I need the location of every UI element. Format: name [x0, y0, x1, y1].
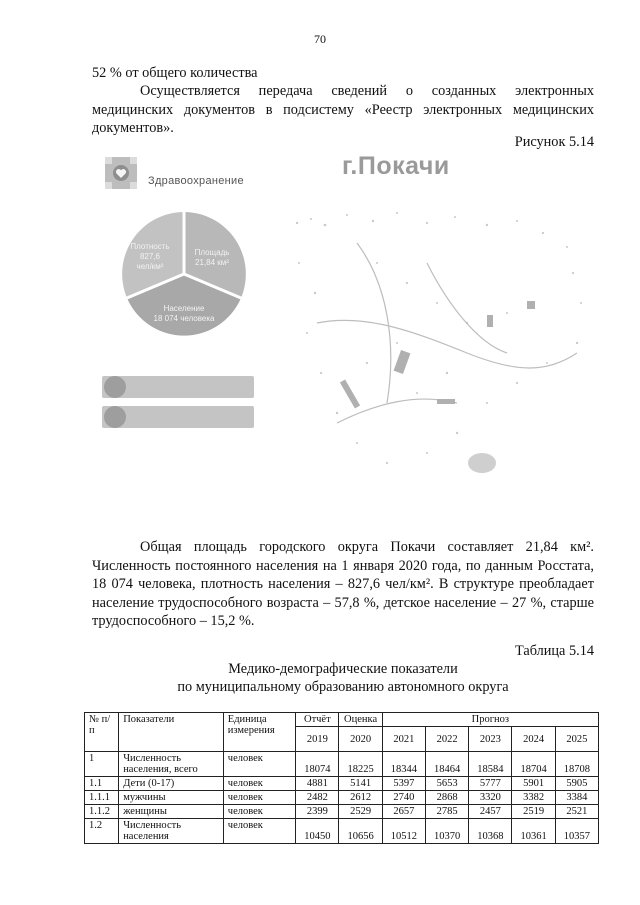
- page-number: 70: [314, 32, 326, 46]
- row-value: 2612: [339, 791, 382, 805]
- row-value: 18704: [512, 752, 555, 777]
- row-value: 5653: [425, 777, 468, 791]
- table-row: [85, 777, 599, 791]
- city-map: [277, 203, 597, 503]
- row-value: 4881: [296, 777, 339, 791]
- row-value: 2457: [469, 805, 512, 819]
- pie-density-unit: чел/км²: [136, 262, 164, 271]
- row-value: 3384: [555, 791, 598, 805]
- table-title-line2: по муниципальному образованию автономного округа: [177, 679, 509, 695]
- row-num: 1.2: [85, 819, 119, 844]
- row-value: 10656: [339, 819, 382, 844]
- row-value: 10450: [296, 819, 339, 844]
- row-unit: человек: [223, 805, 295, 819]
- row-name: женщины: [119, 805, 224, 819]
- row-unit: человек: [223, 752, 295, 777]
- row-value: 3382: [512, 791, 555, 805]
- row-value: 18344: [382, 752, 425, 777]
- header-num: № п/п: [85, 713, 119, 752]
- pie-area-label: Площадь: [194, 248, 230, 257]
- year-cell: 2020: [339, 727, 382, 752]
- row-value: 2868: [425, 791, 468, 805]
- table-label: Таблица 5.14: [514, 643, 594, 659]
- row-value: 2657: [382, 805, 425, 819]
- row-value: 5777: [469, 777, 512, 791]
- row-value: 18708: [555, 752, 598, 777]
- year-cell: 2021: [382, 727, 425, 752]
- pie-density-value: 827,6: [139, 252, 161, 261]
- header-report: Отчёт: [296, 713, 339, 727]
- row-unit: человек: [223, 819, 295, 844]
- pie-area-block: [184, 248, 240, 268]
- row-value: 10368: [469, 819, 512, 844]
- pie-density-label: Плотность: [130, 242, 170, 251]
- paragraph-edms: [92, 82, 594, 138]
- pie-population-block: [144, 304, 224, 324]
- row-value: 3320: [469, 791, 512, 805]
- row-value: 10357: [555, 819, 598, 844]
- intro-line: 52 % от общего количества: [92, 65, 258, 81]
- row-unit: человек: [223, 791, 295, 805]
- header-unit: Единица измерения: [223, 713, 295, 752]
- row-value: 2519: [512, 805, 555, 819]
- paragraph-demographics: [92, 538, 594, 631]
- table-title-line1: Медико-демографические показатели: [228, 661, 458, 677]
- row-value: 2529: [339, 805, 382, 819]
- table-row: [85, 805, 599, 819]
- row-num: 1.1: [85, 777, 119, 791]
- table-row: [85, 791, 599, 805]
- row-num: 1.1.1: [85, 791, 119, 805]
- row-value: 18225: [339, 752, 382, 777]
- year-cell: 2022: [425, 727, 468, 752]
- table-row: [85, 819, 599, 844]
- header-indicator: Показатели: [119, 713, 224, 752]
- row-value: 2399: [296, 805, 339, 819]
- paragraph-edms-text: Осуществляется передача сведений о созданных электронных медицинских документов в подсистему «Реестр электронных медицинских документов».: [92, 83, 594, 136]
- row-value: 2740: [382, 791, 425, 805]
- health-logo-icon: [104, 156, 138, 190]
- row-value: 5397: [382, 777, 425, 791]
- figure-infographic: [92, 148, 597, 513]
- logo-text: Здравоохранение: [148, 175, 244, 187]
- row-value: 10361: [512, 819, 555, 844]
- paragraph-demographics-text: Общая площадь городского округа Покачи составляет 21,84 км². Численность постоянного населения на 1 января 2020 года, по данным Росстата, 18 074 человека, плотность населения – 827,6 чел/км². В структуре преобладает население трудоспособного возраста – 57,8 %, детское население – 27 %, старше трудоспособного – 15,2 %.: [92, 539, 594, 629]
- pie-population-label: Население: [163, 304, 205, 313]
- row-value: 2785: [425, 805, 468, 819]
- figure-caption: Рисунок 5.14: [514, 134, 594, 150]
- year-cell: 2025: [555, 727, 598, 752]
- row-value: 10512: [382, 819, 425, 844]
- demographics-table: [84, 712, 599, 844]
- row-value: 18074: [296, 752, 339, 777]
- row-value: 5141: [339, 777, 382, 791]
- year-cell: 2023: [469, 727, 512, 752]
- row-name: мужчины: [119, 791, 224, 805]
- table-row: [85, 752, 599, 777]
- row-value: 18584: [469, 752, 512, 777]
- table-header-row: [85, 713, 599, 727]
- building-icon: [104, 376, 126, 398]
- row-value: 10370: [425, 819, 468, 844]
- pie-population-value: 18 074 человека: [153, 314, 215, 323]
- header-forecast: Прогноз: [382, 713, 598, 727]
- row-name: Дети (0-17): [119, 777, 224, 791]
- row-value: 2521: [555, 805, 598, 819]
- row-value: 5905: [555, 777, 598, 791]
- row-value: 2482: [296, 791, 339, 805]
- row-unit: человек: [223, 777, 295, 791]
- header-estimate: Оценка: [339, 713, 382, 727]
- city-title: г.Покачи: [342, 152, 450, 180]
- pie-density-block: [122, 242, 178, 272]
- row-value: 18464: [425, 752, 468, 777]
- row-num: 1.1.2: [85, 805, 119, 819]
- row-num: 1: [85, 752, 119, 777]
- year-cell: 2024: [512, 727, 555, 752]
- row-name: Численность населения, всего: [119, 752, 224, 777]
- hospital-icon: [104, 406, 126, 428]
- row-name: Численность населения: [119, 819, 224, 844]
- year-cell: 2019: [296, 727, 339, 752]
- pie-area-value: 21,84 км²: [195, 258, 229, 267]
- row-value: 5901: [512, 777, 555, 791]
